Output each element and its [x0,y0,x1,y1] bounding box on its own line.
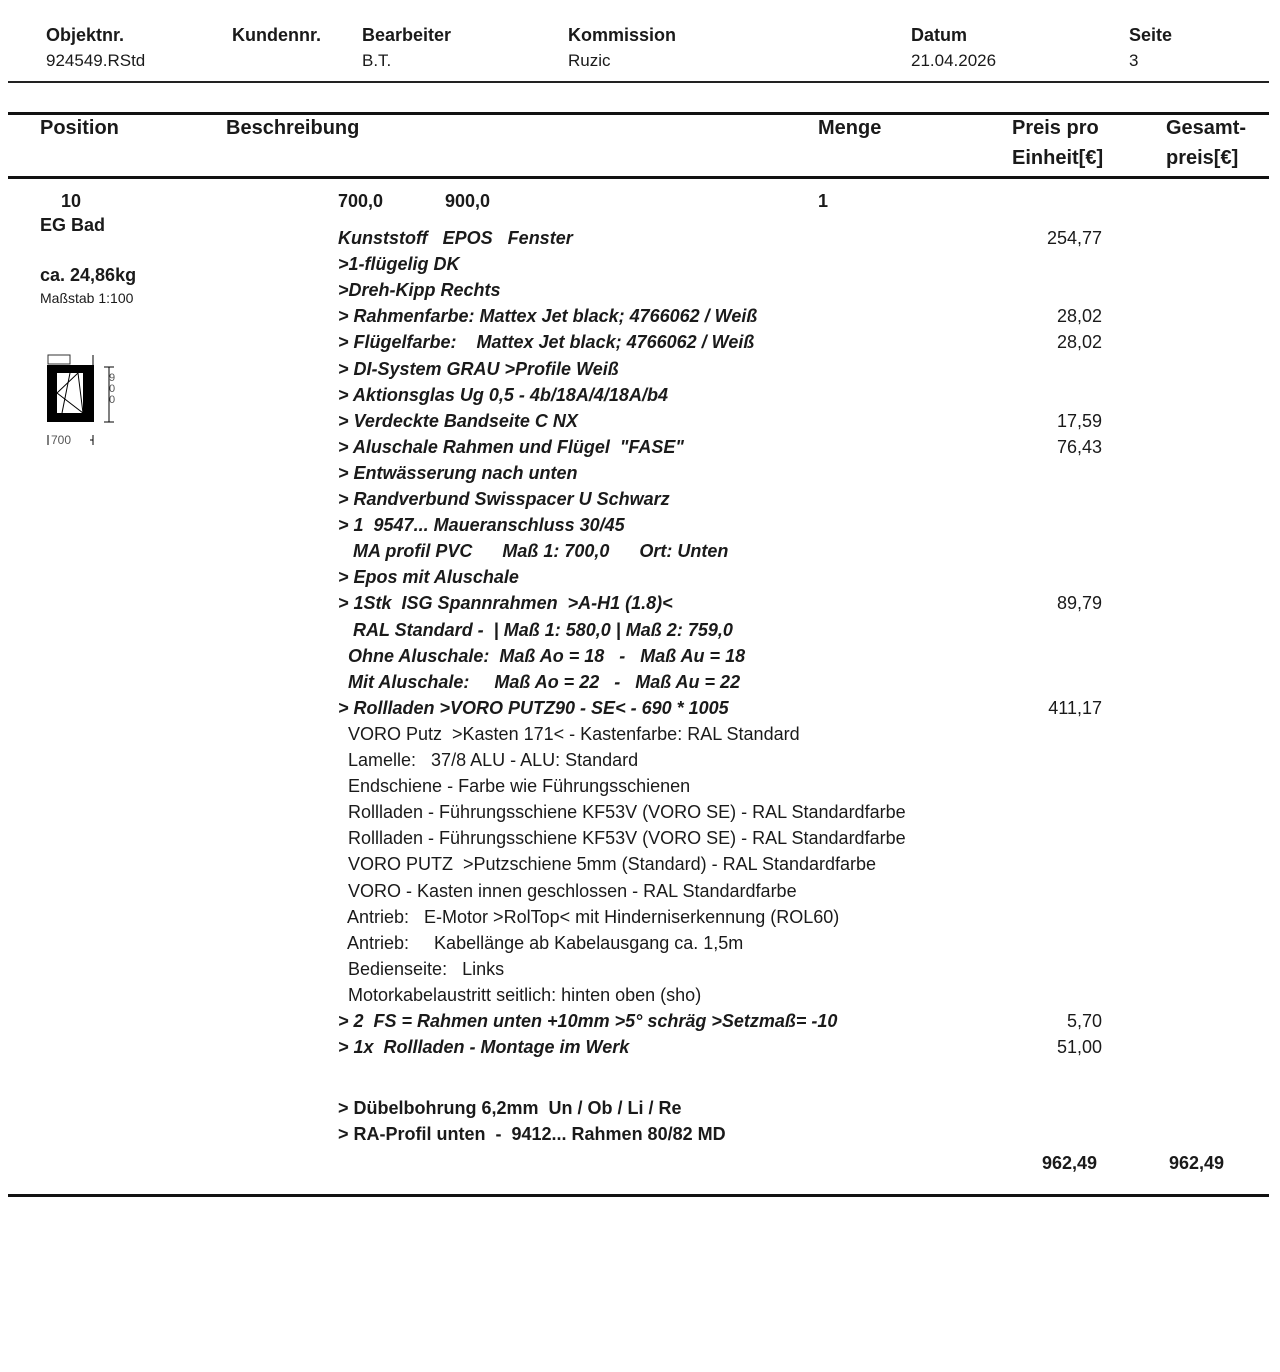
description-line: MA profil PVC Maß 1: 700,0 Ort: Unten [338,541,729,562]
description-line: > Verdeckte Bandseite C NX [338,410,578,431]
description-line: > Rollladen >VORO PUTZ90 - SE< - 690 * 1005 [338,697,729,718]
header-value-seite: 3 [1129,51,1139,70]
header-value-datum: 21.04.2026 [911,51,997,70]
item-height: 900,0 [445,191,491,211]
window-width-label: 700 [51,433,72,447]
description-line: > Rahmenfarbe: Mattex Jet black; 4766062 / Weiß [338,306,758,327]
column-header-menge: Menge [818,117,882,139]
description-line: > 1 9547... Maueranschluss 30/45 [338,515,625,536]
item-quantity: 1 [818,191,829,211]
description-extra-line: > Dübelbohrung 6,2mm Un / Ob / Li / Re [338,1098,682,1118]
header-label-seite: Seite [1129,25,1173,45]
position-weight: ca. 24,86kg [40,265,137,285]
description-line: >Dreh-Kipp Rechts [338,280,501,301]
description-line: > Entwässerung nach unten [338,462,578,483]
description-line: VORO - Kasten innen geschlossen - RAL Standardfarbe [338,880,797,901]
header-label-kundennr: Kundennr. [232,25,321,45]
description-line: Mit Aluschale: Maß Ao = 22 - Maß Au = 22 [338,671,741,692]
description-line: > Flügelfarbe: Mattex Jet black; 4766062 / Weiß [338,332,755,353]
table-header-rule [8,176,1269,179]
line-unit-price: 89,79 [1056,593,1102,614]
column-header-gesamt-line1: Gesamt- [1166,117,1247,139]
description-line: Kunststoff EPOS Fenster [338,228,573,248]
description-line: Bedienseite: Links [338,958,505,979]
line-unit-price: 28,02 [1056,306,1102,327]
grand-total: 962,49 [1169,1153,1225,1173]
line-unit-price: 5,70 [1066,1011,1102,1031]
line-unit-price: 28,02 [1056,332,1102,353]
description-line: RAL Standard - | Maß 1: 580,0 | Maß 2: 759,0 [338,619,733,640]
column-header-preis-line1: Preis pro [1012,117,1099,139]
header-label-objektnr: Objektnr. [46,25,125,45]
item-width: 700,0 [338,191,384,211]
header-divider [8,81,1269,83]
description-extra-line: > RA-Profil unten - 9412... Rahmen 80/82 MD [338,1124,726,1144]
window-top-strip [48,355,70,364]
description-line: Ohne Aluschale: Maß Ao = 18 - Maß Au = 18 [338,645,746,666]
line-unit-price: 254,77 [1046,228,1102,248]
description-line: > Randverbund Swisspacer U Schwarz [338,489,670,509]
column-header-beschreibung: Beschreibung [226,117,360,139]
header-value-bearbeiter: B.T. [362,51,392,70]
description-line: >1-flügelig DK [338,254,460,275]
column-header-preis-line2: Einheit[€] [1012,147,1104,169]
description-line: > Epos mit Aluschale [338,567,519,588]
line-unit-price: 17,59 [1056,410,1102,431]
description-line: > DI-System GRAU >Profile Weiß [338,358,619,379]
description-line: Rollladen - Führungsschiene KF53V (VORO SE) - RAL Standardfarbe [338,828,906,849]
column-header-position: Position [40,117,119,139]
description-line: Antrieb: E-Motor >RolTop< mit Hinderniserkennung (ROL60) [338,906,840,927]
table-bottom-rule [8,1194,1269,1197]
description-line: > 1x Rollladen - Montage im Werk [338,1037,630,1058]
description-line: Lamelle: 37/8 ALU - ALU: Standard [338,750,639,770]
description-line: > Aktionsglas Ug 0,5 - 4b/18A/4/18A/b4 [338,384,668,405]
header-label-kommission: Kommission [568,25,677,45]
description-line: Endschiene - Farbe wie Führungsschienen [338,776,691,797]
header-label-datum: Datum [911,25,968,45]
header-label-bearbeiter: Bearbeiter [362,25,452,45]
header-value-kommission: Ruzic [568,51,611,70]
description-line: Motorkabelaustritt seitlich: hinten oben (sho) [338,984,702,1005]
description-line: > Aluschale Rahmen und Flügel "FASE" [338,436,684,457]
position-room: EG Bad [40,215,106,235]
window-height-label: 900 [109,372,116,406]
description-line: > 2 FS = Rahmen unten +10mm >5° schräg >Setzmaß= -10 [338,1011,838,1031]
position-number: 10 [61,191,82,211]
description-line: Antrieb: Kabellänge ab Kabelausgang ca. 1,5m [338,932,744,953]
position-scale: Maßstab 1:100 [40,290,134,306]
description-line: Rollladen - Führungsschiene KF53V (VORO SE) - RAL Standardfarbe [338,802,906,823]
description-line: VORO PUTZ >Putzschiene 5mm (Standard) - RAL Standardfarbe [338,854,877,875]
column-header-gesamt-line2: preis[€] [1166,147,1239,169]
description-line: VORO Putz >Kasten 171< - Kastenfarbe: RAL Standard [338,723,800,744]
header-value-objektnr: 924549.RStd [46,51,146,70]
line-unit-price: 51,00 [1056,1037,1102,1058]
line-unit-price: 76,43 [1056,436,1102,457]
line-unit-price: 411,17 [1048,697,1102,718]
description-line: > 1Stk ISG Spannrahmen >A-H1 (1.8)< [338,593,673,614]
unit-price-total: 962,49 [1042,1153,1098,1173]
